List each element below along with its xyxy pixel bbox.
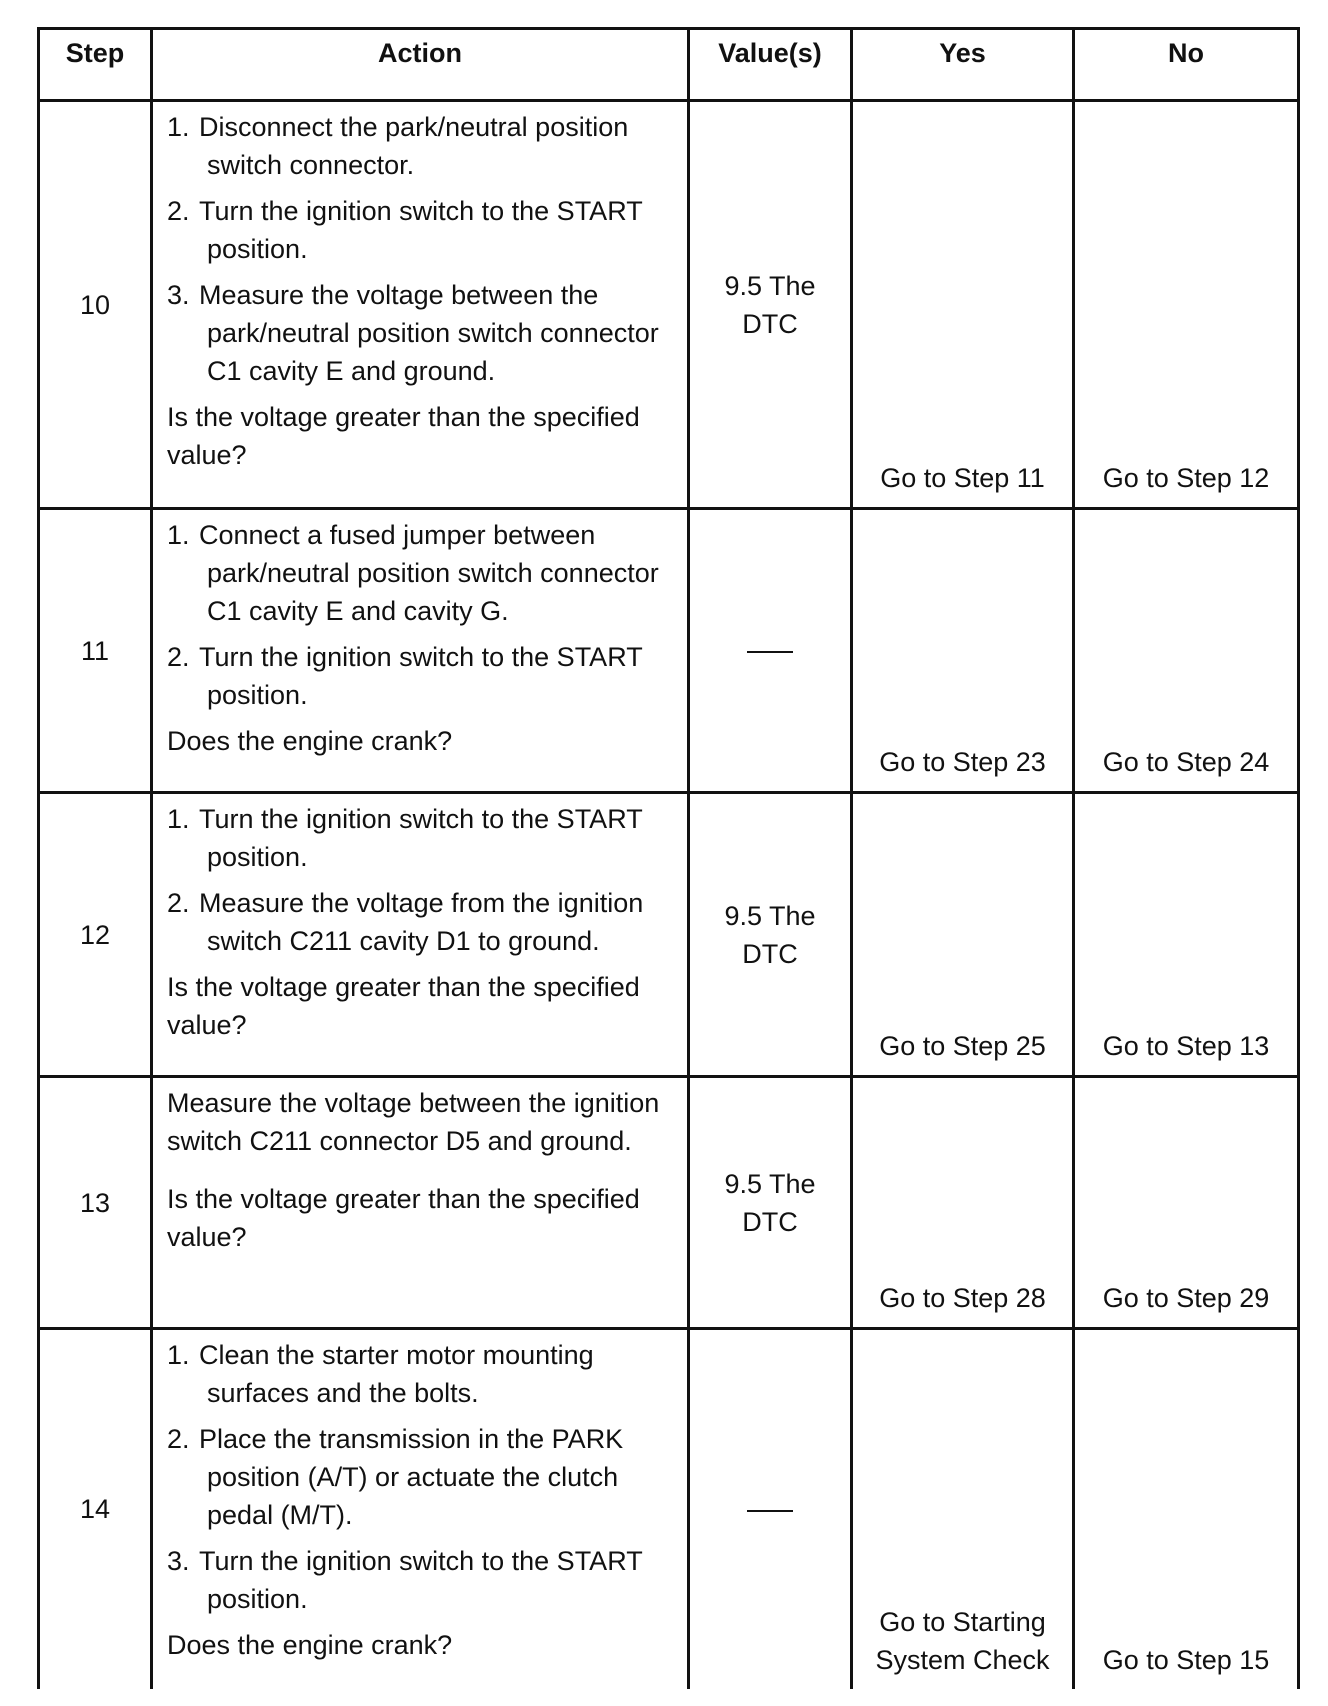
action-question: Does the engine crank?: [167, 1630, 453, 1660]
value-cell: [689, 101, 852, 509]
no-cell: Go to Step 13: [1074, 793, 1299, 1077]
action-item: 1. Clean the starter motor mounting surfaces and the bolts.: [167, 1340, 594, 1408]
value-cell: [689, 1329, 852, 1689]
header-action: Action: [152, 29, 689, 101]
action-question: Is the voltage greater than the specified value?: [167, 402, 640, 470]
step-number: 13: [39, 1077, 152, 1329]
yes-cell: Go to Step 28: [852, 1077, 1074, 1329]
no-cell: Go to Step 15: [1074, 1329, 1299, 1689]
no-cell: Go to Step 29: [1074, 1077, 1299, 1329]
no-value-dash: [747, 651, 793, 653]
action-item: 1. Connect a fused jumper between park/neutral position switch connector C1 cavity E and cavity G.: [167, 520, 659, 626]
value-text: 9.5 The DTC: [724, 270, 816, 339]
action-cell: [152, 1077, 689, 1329]
yes-cell: Go to Step 23: [852, 509, 1074, 793]
yes-cell: Go to Step 11: [852, 101, 1074, 509]
action-item: 1. Turn the ignition switch to the START position.: [167, 804, 643, 872]
no-cell: Go to Step 12: [1074, 101, 1299, 509]
yes-text: Go to Starting System Check: [875, 1606, 1050, 1675]
value-cell: [689, 793, 852, 1077]
header-row: [39, 29, 1299, 101]
header-values: Value(s): [689, 29, 852, 101]
action-cell: [152, 509, 689, 793]
action-cell: [152, 101, 689, 509]
action-item: 2. Turn the ignition switch to the START position.: [167, 642, 643, 710]
action-question: Does the engine crank?: [167, 726, 453, 756]
step-number: 10: [39, 101, 152, 509]
table-row: [39, 1077, 1299, 1329]
action-cell: [152, 793, 689, 1077]
no-cell: Go to Step 24: [1074, 509, 1299, 793]
diagnostic-table-grid: [37, 27, 1300, 1689]
step-number: 11: [39, 509, 152, 793]
value-text: 9.5 The DTC: [724, 900, 816, 969]
action-item: 3. Measure the voltage between the park/neutral position switch connector C1 cavity E and ground.: [167, 280, 659, 386]
header-no: No: [1074, 29, 1299, 101]
action-intro: Measure the voltage between the ignition switch C211 connector D5 and ground.: [167, 1088, 660, 1156]
yes-cell: Go to Step 25: [852, 793, 1074, 1077]
table-row: [39, 1329, 1299, 1689]
step-number: 12: [39, 793, 152, 1077]
action-question: Is the voltage greater than the specified value?: [167, 1184, 640, 1252]
action-item: 2. Place the transmission in the PARK position (A/T) or actuate the clutch pedal (M/T).: [167, 1424, 624, 1530]
table-row: [39, 101, 1299, 509]
no-value-dash: [747, 1510, 793, 1512]
header-yes: Yes: [852, 29, 1074, 101]
value-text: 9.5 The DTC: [724, 1168, 816, 1237]
action-item: 3. Turn the ignition switch to the START position.: [167, 1546, 643, 1614]
table-row: [39, 509, 1299, 793]
header-step: Step: [39, 29, 152, 101]
action-question: Is the voltage greater than the specified value?: [167, 972, 640, 1040]
value-cell: [689, 1077, 852, 1329]
action-item: 1. Disconnect the park/neutral position switch connector.: [167, 112, 629, 180]
yes-cell: [852, 1329, 1074, 1689]
value-cell: [689, 509, 852, 793]
action-item: 2. Measure the voltage from the ignition switch C211 cavity D1 to ground.: [167, 888, 644, 956]
diagnostic-table: [37, 27, 1297, 1689]
table-row: [39, 793, 1299, 1077]
action-cell: [152, 1329, 689, 1689]
action-item: 2. Turn the ignition switch to the START position.: [167, 196, 643, 264]
step-number: 14: [39, 1329, 152, 1689]
